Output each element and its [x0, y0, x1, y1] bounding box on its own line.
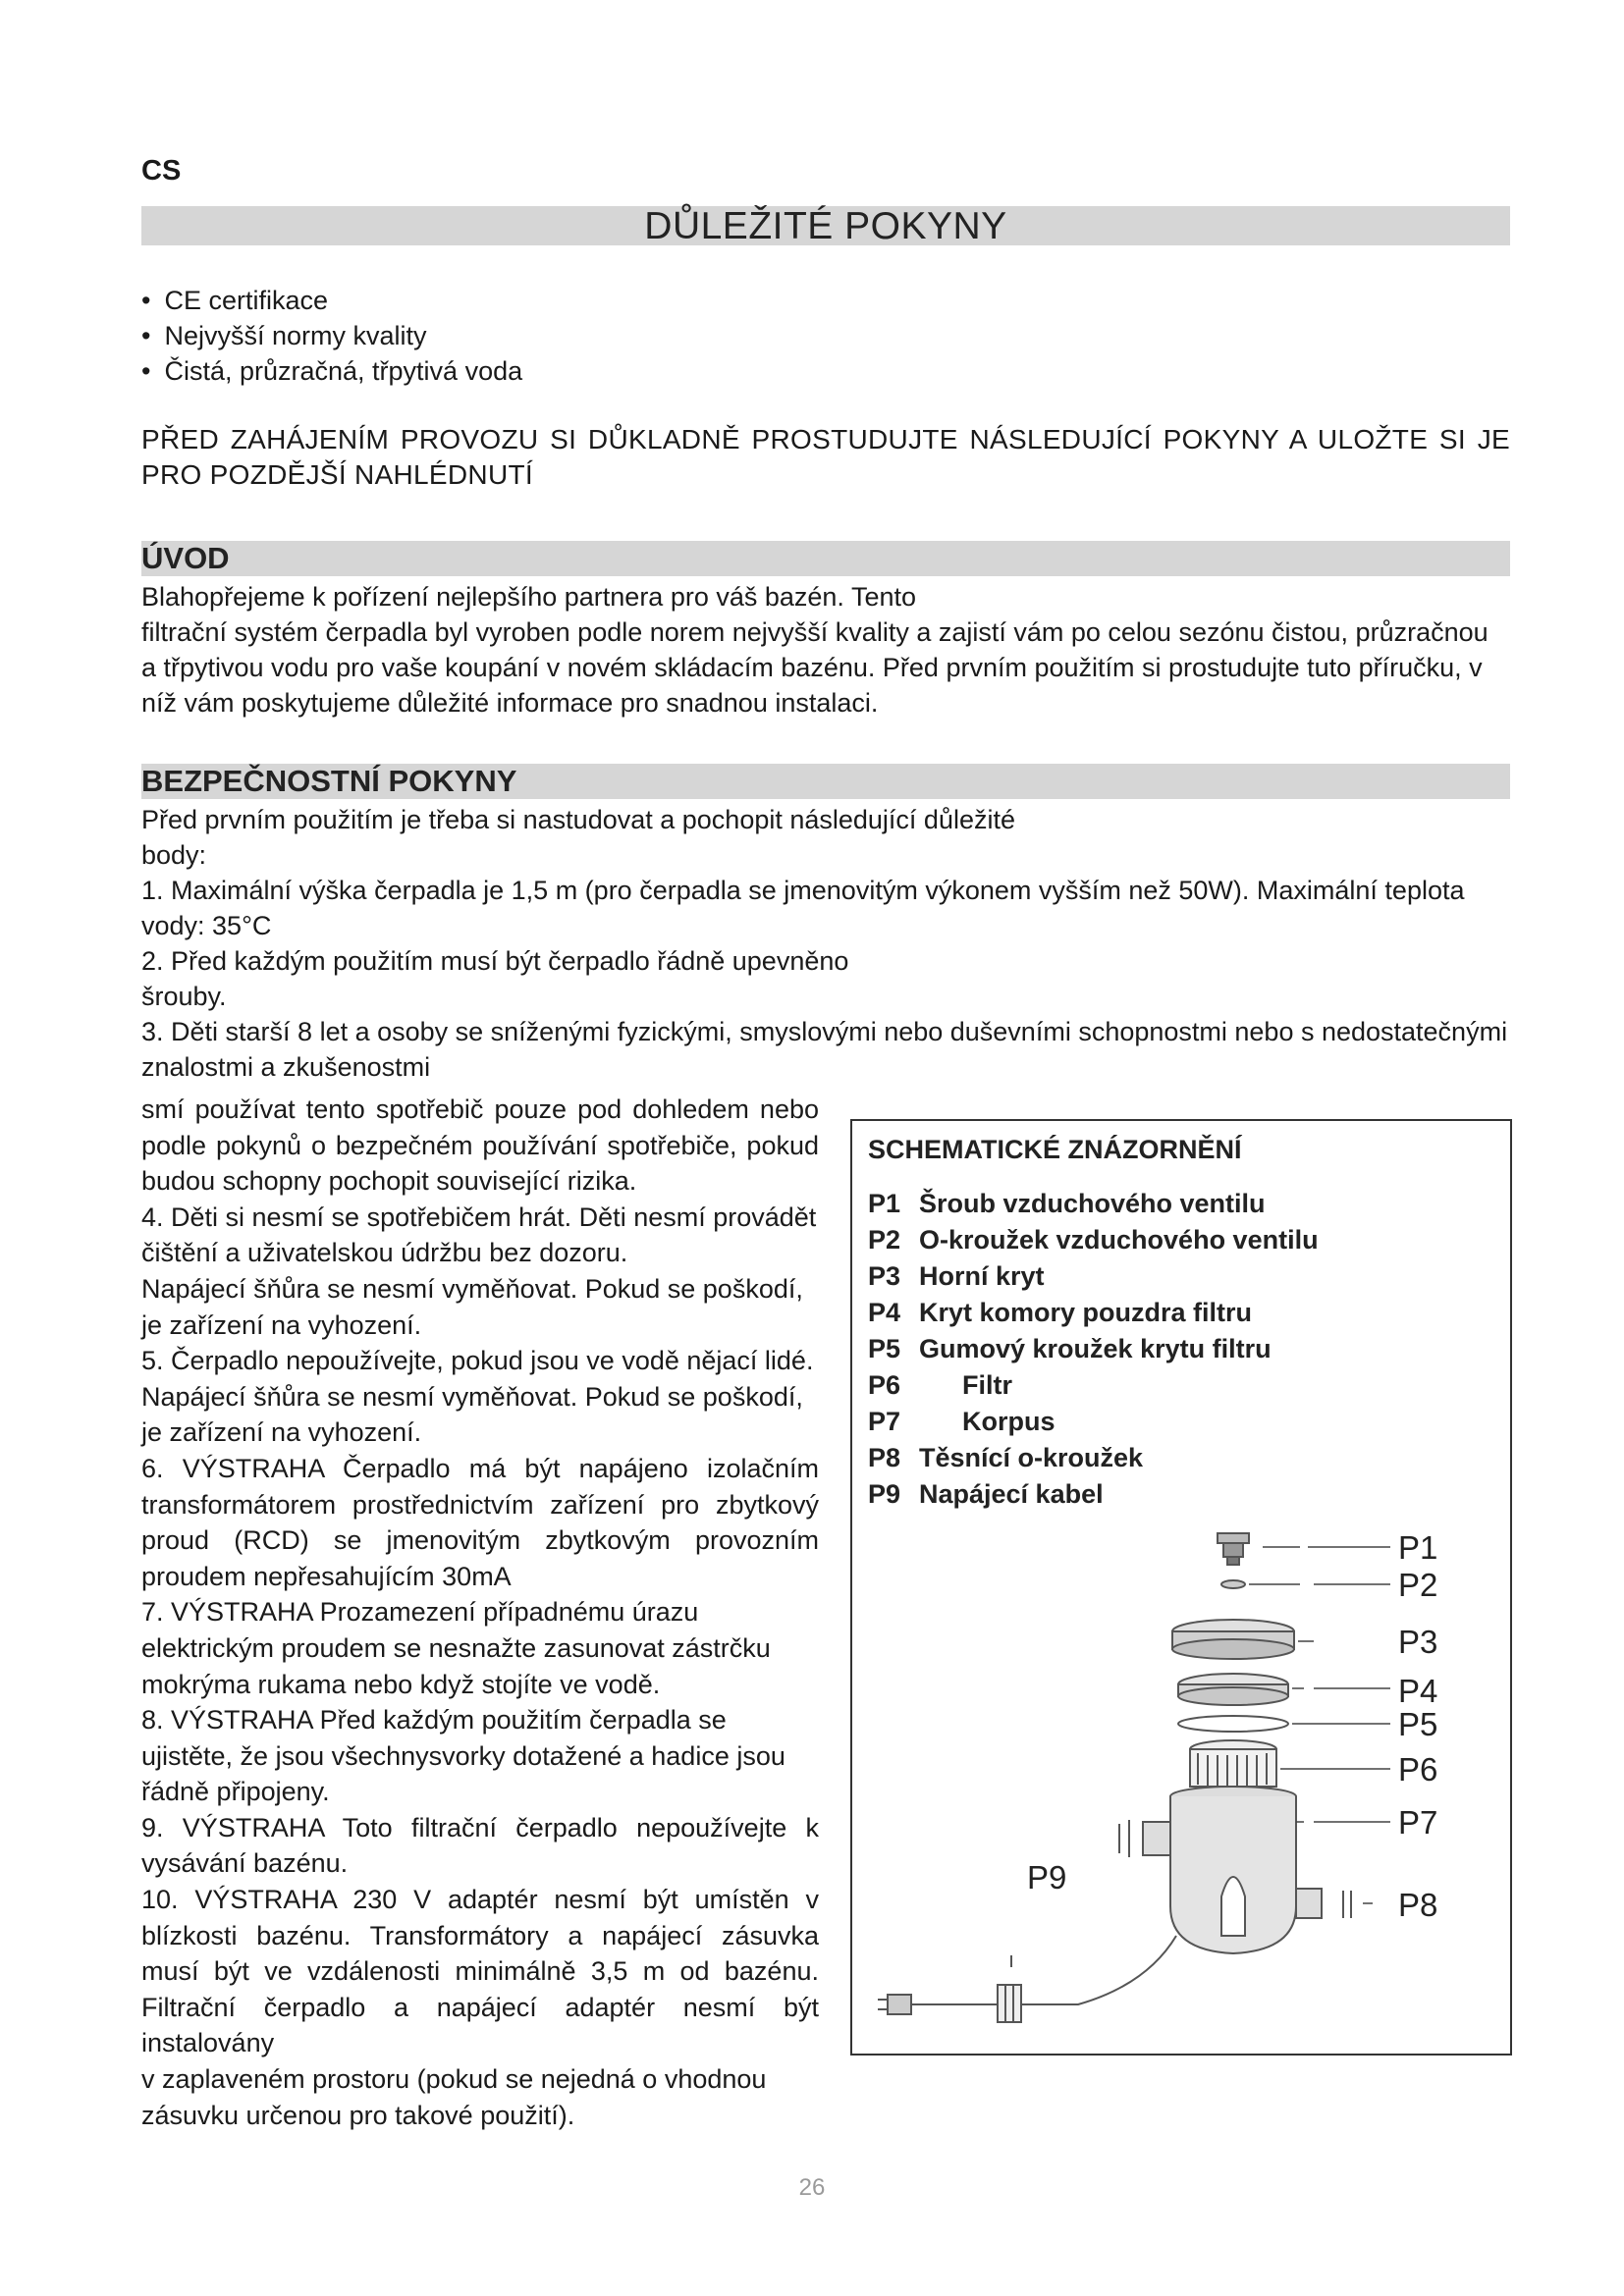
part-name: Gumový kroužek krytu filtru: [919, 1334, 1272, 1363]
safety-item-2-cont: šrouby.: [141, 982, 227, 1011]
safety-instructions-top: [141, 802, 1510, 1085]
intro-heading: ÚVOD: [141, 541, 230, 575]
safety-item-9: 9. VÝSTRAHA Toto filtrační čerpadlo nepoužívejte k vysávání bazénu.: [141, 1812, 819, 1879]
safety-intro-cont: body:: [141, 840, 207, 870]
callout-label: P8: [1398, 1887, 1438, 1923]
intro-heading-bar: [141, 541, 1510, 576]
top-cover-drawing: [1172, 1620, 1294, 1659]
air-valve-screw-drawing: [1218, 1533, 1249, 1565]
part-code: P4: [868, 1298, 901, 1327]
part-name: Napájecí kabel: [919, 1479, 1104, 1509]
cord-note: Napájecí šňůra se nesmí vyměňovat. Pokud se poškodí, je zařízení na vyhození.: [141, 1381, 803, 1448]
safety-item-3: 3. Děti starší 8 let a osoby se sníženými fyzickými, smyslovými nebo duševními schopnostmi nebo s nedostatečnými znalostmi a zkušenostmi: [141, 1017, 1508, 1082]
air-valve-oring-drawing: [1221, 1580, 1245, 1588]
safety-item-7: 7. VÝSTRAHA Prozamezení případnému úrazu elektrickým proudem se nesnažte zasunovat zástrčku mokrýma rukama nebo když stojíte ve vodě.: [141, 1597, 771, 1699]
filter-housing-cover-drawing: [1178, 1674, 1288, 1705]
intro-text: [141, 579, 1510, 721]
callout-label: P9: [1027, 1859, 1067, 1896]
intro-paragraph: filtrační systém čerpadla byl vyroben podle norem nejvyšší kvality a zajistí vám po celou sezónu čistou, průzračnou a třpytivou vodu pro vaše koupání v novém skládacím bazénu. Před prvním použitím si prostudujte tuto příručku, v níž vám poskytujeme důležité informace pro snadnou instalaci.: [141, 617, 1489, 718]
callout-label: P7: [1398, 1804, 1438, 1841]
part-code: P5: [868, 1334, 901, 1363]
callout-label: P6: [1398, 1751, 1438, 1788]
part-name: Korpus: [962, 1407, 1056, 1436]
filter-cartridge-drawing: [1190, 1740, 1276, 1787]
page-number: 26: [798, 2174, 826, 2201]
list-item: • Nejvyšší normy kvality: [141, 318, 522, 353]
part-name: Kryt komory pouzdra filtru: [919, 1298, 1253, 1327]
language-code: CS: [141, 155, 182, 187]
list-item: • CE certifikace: [141, 283, 522, 318]
part-code: P7: [868, 1407, 901, 1436]
safety-item-6: 6. VÝSTRAHA Čerpadlo má být napájeno izolačním transformátorem prostřednictvím zařízení pro zbytkový proud (RCD) se jmenovitým zbytkovým provozním proudem nepřesahujícím 30mA: [141, 1453, 819, 1591]
intro-line: Blahopřejeme k pořízení nejlepšího partnera pro váš bazén. Tento: [141, 582, 916, 612]
safety-item-4: 4. Děti si nesmí se spotřebičem hrát. Děti nesmí provádět čištění a uživatelskou údržbu bez dozoru.: [141, 1201, 817, 1268]
read-before-use-notice: PŘED ZAHÁJENÍM PROVOZU SI DŮKLADNĚ PROSTUDUJTE NÁSLEDUJÍCÍ POKYNY A ULOŽTE SI JE PRO POZDĚJŠÍ NAHLÉDNUTÍ: [141, 424, 1510, 490]
callout-label: P2: [1398, 1567, 1438, 1603]
cord-note: Napájecí šňůra se nesmí vyměňovat. Pokud se poškodí, je zařízení na vyhození.: [141, 1273, 803, 1340]
callout-label: P3: [1398, 1624, 1438, 1660]
schematic-title: SCHEMATICKÉ ZNÁZORNĚNÍ: [868, 1135, 1242, 1164]
part-name: Těsnící o-kroužek: [919, 1443, 1144, 1472]
page-title: DŮLEŽITÉ POKYNY: [644, 205, 1007, 247]
feature-list: [141, 283, 522, 389]
pump-exploded-diagram: [852, 1121, 1510, 2054]
callout-label: P1: [1398, 1529, 1438, 1566]
safety-item-10: 10. VÝSTRAHA 230 V adaptér nesmí být umístěn v blízkosti bazénu. Transformátory a napájecí zásuvka musí být ve vzdálenosti minimálně 3,5 m od bazénu. Filtrační čerpadlo a napájecí adaptér nesmí být instalovány: [141, 1885, 819, 2058]
safety-item-2: 2. Před každým použitím musí být čerpadlo řádně upevněno: [141, 946, 849, 976]
safety-item-5: 5. Čerpadlo nepoužívejte, pokud jsou ve vodě nějací lidé.: [141, 1346, 814, 1376]
part-name: O-kroužek vzduchového ventilu: [919, 1225, 1319, 1255]
safety-instructions-column: [141, 1092, 819, 2133]
part-name: Horní kryt: [919, 1261, 1045, 1291]
safety-heading-bar: [141, 764, 1510, 799]
part-code: P1: [868, 1189, 901, 1218]
part-code: P9: [868, 1479, 901, 1509]
page-title-bar: [141, 206, 1510, 245]
list-item: • Čistá, průzračná, třpytivá voda: [141, 353, 522, 389]
safety-intro: Před prvním použitím je třeba si nastudovat a pochopit následující důležité: [141, 805, 1015, 834]
part-code: P8: [868, 1443, 901, 1472]
safety-item-3-cont: smí používat tento spotřebič pouze pod dohledem nebo podle pokynů o bezpečném používání spotřebiče, pokud budou schopny pochopit související rizika.: [141, 1095, 819, 1197]
safety-item-8: 8. VÝSTRAHA Před každým použitím čerpadla se ujistěte, že jsou všechnysvorky dotažené a hadice jsou řádně připojeny.: [141, 1705, 785, 1807]
part-code: P3: [868, 1261, 901, 1291]
power-cable-drawing: [878, 1936, 1176, 2022]
safety-item-10-cont: v zaplaveném prostoru (pokud se nejedná o vhodnou zásuvku určenou pro takové použití).: [141, 2064, 767, 2130]
part-name: Filtr: [962, 1370, 1012, 1400]
callout-label: P4: [1398, 1673, 1438, 1709]
callout-label: P5: [1398, 1706, 1438, 1742]
rubber-ring-drawing: [1178, 1716, 1288, 1732]
schematic-box: [850, 1119, 1512, 2056]
part-code: P2: [868, 1225, 901, 1255]
part-name: Šroub vzduchového ventilu: [919, 1189, 1266, 1218]
pump-body-drawing: [1119, 1787, 1351, 1953]
part-code: P6: [868, 1370, 901, 1400]
safety-heading: BEZPEČNOSTNÍ POKYNY: [141, 764, 517, 798]
safety-item-1: 1. Maximální výška čerpadla je 1,5 m (pro čerpadla se jmenovitým výkonem vyšším než 50W). Maximální teplota vody: 35°C: [141, 876, 1465, 940]
